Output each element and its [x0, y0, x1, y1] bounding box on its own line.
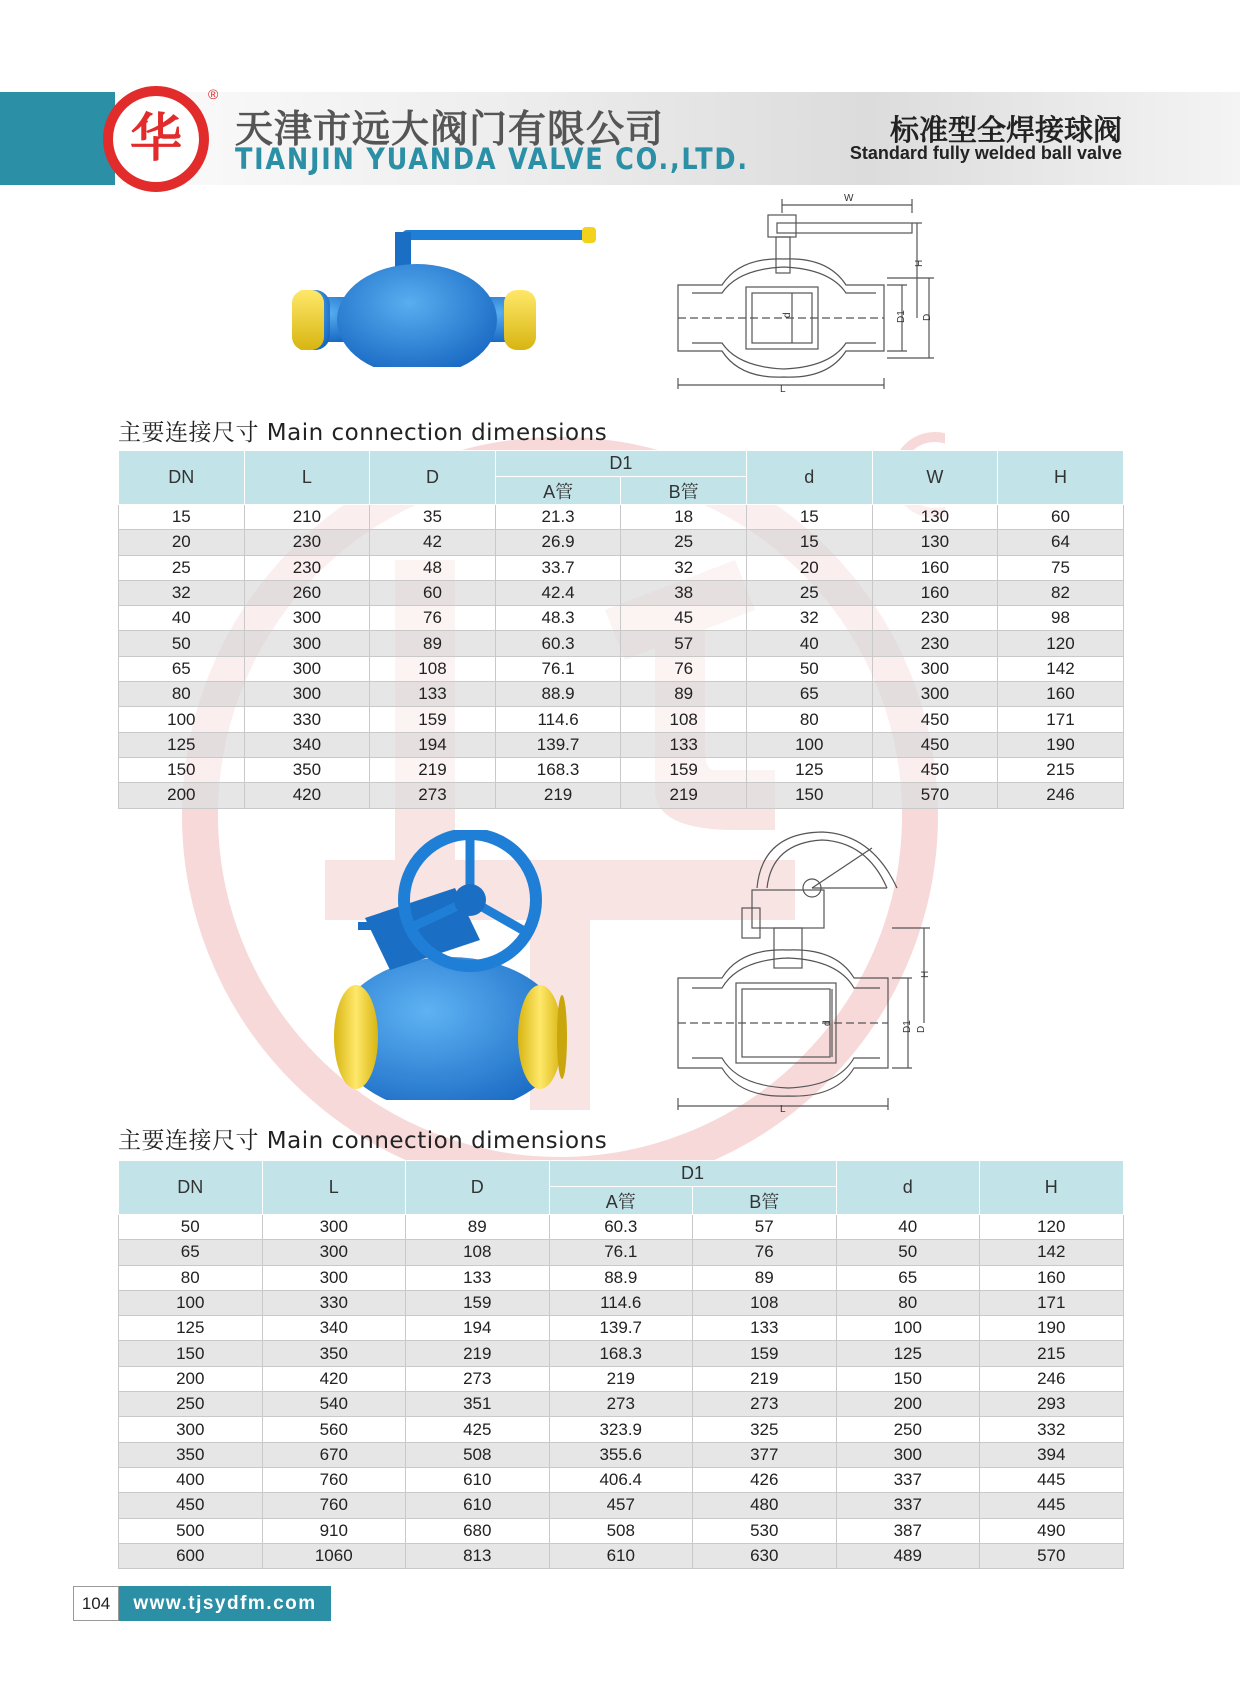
weld-end-left: [334, 985, 378, 1089]
table-cell: 171: [998, 707, 1124, 732]
col-header-d: d: [836, 1161, 980, 1215]
table-cell: 250: [836, 1417, 980, 1442]
table-cell: 406.4: [549, 1467, 693, 1492]
table-cell: 80: [746, 707, 872, 732]
table-cell: 133: [621, 732, 747, 757]
table-row: [119, 1518, 1124, 1543]
table-row: [119, 707, 1240, 732]
table-cell: 108: [406, 1240, 550, 1265]
table-cell: 160: [872, 555, 998, 580]
table-cell: 25: [119, 555, 245, 580]
col-header-d1: D1: [495, 451, 746, 477]
table-cell: 42: [370, 530, 496, 555]
table-cell: 387: [836, 1518, 980, 1543]
table-cell: 680: [406, 1518, 550, 1543]
table-cell: 40: [119, 606, 245, 631]
table-cell: 57: [693, 1215, 837, 1240]
table-cell: 480: [693, 1493, 837, 1518]
table-cell: 32: [119, 580, 245, 605]
table-cell: 190: [980, 1316, 1124, 1341]
table-cell: 42.4: [495, 580, 621, 605]
table-cell: 570: [980, 1543, 1124, 1568]
table-cell: 76: [621, 656, 747, 681]
table-cell: 230: [872, 606, 998, 631]
table-cell: 377: [693, 1442, 837, 1467]
table-cell: 57: [621, 631, 747, 656]
table-row: [119, 757, 1240, 782]
table-cell: 420: [244, 783, 370, 808]
table-cell: 133: [406, 1265, 550, 1290]
table-cell: 219: [693, 1366, 837, 1391]
table-cell: 325: [693, 1417, 837, 1442]
company-name-en: TIANJIN YUANDA VALVE CO.,LTD.: [235, 142, 749, 176]
table-cell: 89: [370, 631, 496, 656]
table-cell: 337: [836, 1493, 980, 1518]
table-cell: 350: [262, 1341, 406, 1366]
table-cell: 450: [872, 707, 998, 732]
table-cell: 33.7: [495, 555, 621, 580]
table-cell: 108: [693, 1290, 837, 1315]
table-cell: 139.7: [495, 732, 621, 757]
logo-glyph: 华: [129, 109, 182, 169]
table-cell: 340: [244, 732, 370, 757]
website-url[interactable]: www.tjsydfm.com: [119, 1586, 331, 1621]
table-cell: 246: [998, 783, 1124, 808]
table-cell: 813: [406, 1543, 550, 1568]
table-cell: 190: [998, 732, 1124, 757]
table-cell: 300: [262, 1240, 406, 1265]
table-cell: 120: [998, 631, 1124, 656]
table-cell: 610: [406, 1467, 550, 1492]
table-cell: 508: [406, 1442, 550, 1467]
table-row: [119, 606, 1240, 631]
table-cell: 20: [746, 555, 872, 580]
table-cell: 1060: [262, 1543, 406, 1568]
table-cell: 60.3: [495, 631, 621, 656]
table-cell: 76: [693, 1240, 837, 1265]
table-cell: 114.6: [549, 1290, 693, 1315]
weld-end-right: [504, 290, 536, 350]
table-cell: 89: [406, 1215, 550, 1240]
col-header-h: H: [998, 451, 1124, 505]
table-cell: 610: [549, 1543, 693, 1568]
table-cell: 45: [621, 606, 747, 631]
weld-end-right: [518, 985, 562, 1089]
table-cell: 100: [119, 1290, 263, 1315]
col-header-d: d: [746, 451, 872, 505]
table-cell: 215: [980, 1341, 1124, 1366]
table-row: [119, 1467, 1124, 1492]
table-cell: 168.3: [495, 757, 621, 782]
table-cell: 450: [872, 732, 998, 757]
table-cell: 215: [998, 757, 1124, 782]
table-cell: 76.1: [495, 656, 621, 681]
dim-label-d1: D1: [896, 310, 907, 323]
table-cell: 160: [980, 1265, 1124, 1290]
table-cell: 760: [262, 1493, 406, 1518]
table-cell: 300: [244, 656, 370, 681]
table-cell: 760: [262, 1467, 406, 1492]
table-cell: 200: [836, 1392, 980, 1417]
table-cell: 332: [980, 1417, 1124, 1442]
table-cell: 250: [119, 1392, 263, 1417]
table-cell: 15: [746, 505, 872, 530]
table-cell: 125: [119, 732, 245, 757]
table-cell: 133: [693, 1316, 837, 1341]
table-cell: 610: [406, 1493, 550, 1518]
table-cell: 489: [836, 1543, 980, 1568]
table-cell: 300: [244, 606, 370, 631]
col-header-d-outer: D: [406, 1161, 550, 1215]
table-cell: 32: [746, 606, 872, 631]
table-cell: 65: [119, 1240, 263, 1265]
table-cell: 330: [244, 707, 370, 732]
table-cell: 230: [244, 555, 370, 580]
table-cell: 600: [119, 1543, 263, 1568]
col-header-a-pipe: A管: [495, 477, 621, 505]
table-cell: 125: [119, 1316, 263, 1341]
table-cell: 219: [621, 783, 747, 808]
table-cell: 35: [370, 505, 496, 530]
table-cell: 219: [549, 1366, 693, 1391]
table-cell: 150: [746, 783, 872, 808]
table-cell: 457: [549, 1493, 693, 1518]
table-cell: 355.6: [549, 1442, 693, 1467]
col-header-a-pipe: A管: [549, 1187, 693, 1215]
table-cell: 108: [370, 656, 496, 681]
table-cell: 48.3: [495, 606, 621, 631]
col-header-w: W: [872, 451, 998, 505]
table-cell: 32: [621, 555, 747, 580]
table-cell: 273: [370, 783, 496, 808]
table-row: [119, 1265, 1124, 1290]
table-cell: 337: [836, 1467, 980, 1492]
table-row: [119, 1290, 1124, 1315]
table-cell: 142: [998, 656, 1124, 681]
table-cell: 25: [621, 530, 747, 555]
lever-valve-photo: [292, 222, 612, 367]
table-cell: 89: [693, 1265, 837, 1290]
table-cell: 40: [746, 631, 872, 656]
lever-handle: [402, 230, 592, 240]
table-cell: 120: [980, 1215, 1124, 1240]
table-cell: 75: [998, 555, 1124, 580]
table-cell: 50: [119, 631, 245, 656]
table-cell: 330: [262, 1290, 406, 1315]
dim-label-d1: D1: [902, 1020, 913, 1033]
table-cell: 40: [836, 1215, 980, 1240]
table-cell: 230: [244, 530, 370, 555]
dim-label-d: d: [822, 1020, 833, 1026]
gear-valve-drawing: [672, 828, 942, 1113]
col-header-h: H: [980, 1161, 1124, 1215]
table-cell: 450: [119, 1493, 263, 1518]
table-cell: 76.1: [549, 1240, 693, 1265]
col-header-l: L: [244, 451, 370, 505]
table-cell: 26.9: [495, 530, 621, 555]
header-accent-bar: [0, 92, 115, 185]
table-cell: 300: [262, 1215, 406, 1240]
table-cell: 38: [621, 580, 747, 605]
table-row: [119, 732, 1240, 757]
table-cell: 420: [262, 1366, 406, 1391]
table-row: [119, 1392, 1124, 1417]
product-title-en: Standard fully welded ball valve: [849, 143, 1122, 163]
table-cell: 160: [872, 580, 998, 605]
table-cell: 114.6: [495, 707, 621, 732]
table-cell: 194: [370, 732, 496, 757]
table-cell: 65: [836, 1265, 980, 1290]
table-cell: 210: [244, 505, 370, 530]
dim-label-d-outer: D: [916, 1025, 927, 1033]
table-cell: 230: [872, 631, 998, 656]
section-title: 主要连接尺寸 Main connection dimensions: [118, 1128, 608, 1154]
valve-body: [337, 264, 497, 367]
col-header-dn: DN: [119, 451, 245, 505]
table-cell: 219: [370, 757, 496, 782]
table-cell: 108: [621, 707, 747, 732]
table-cell: 560: [262, 1417, 406, 1442]
table-cell: 351: [406, 1392, 550, 1417]
col-header-dn: DN: [119, 1161, 263, 1215]
table-row: [119, 1493, 1124, 1518]
table-cell: 530: [693, 1518, 837, 1543]
table-cell: 100: [836, 1316, 980, 1341]
table-cell: 50: [119, 1215, 263, 1240]
table-cell: 350: [119, 1442, 263, 1467]
table-cell: 540: [262, 1392, 406, 1417]
table-cell: 300: [119, 1417, 263, 1442]
table-cell: 150: [119, 1341, 263, 1366]
table-cell: 100: [119, 707, 245, 732]
table-cell: 88.9: [549, 1265, 693, 1290]
dimensions-table-lever: [118, 450, 1240, 809]
dimensions-table-gear: [118, 1160, 1124, 1569]
product-title-cn: 标准型全焊接球阀: [889, 113, 1122, 147]
table-row: [119, 631, 1240, 656]
table-cell: 89: [621, 682, 747, 707]
table-row: [119, 1215, 1124, 1240]
table-cell: 160: [998, 682, 1124, 707]
table-cell: 194: [406, 1316, 550, 1341]
table-row: [119, 1543, 1124, 1568]
table-cell: 130: [872, 505, 998, 530]
table-row: [119, 1341, 1124, 1366]
dim-label-w: W: [844, 193, 854, 204]
dim-label-d: d: [782, 312, 793, 318]
table-cell: 219: [495, 783, 621, 808]
table-cell: 300: [836, 1442, 980, 1467]
table-cell: 246: [980, 1366, 1124, 1391]
dim-label-d-outer: D: [922, 313, 933, 321]
col-header-d1: D1: [549, 1161, 836, 1187]
table-cell: 168.3: [549, 1341, 693, 1366]
table-cell: 60.3: [549, 1215, 693, 1240]
table-cell: 100: [746, 732, 872, 757]
table-cell: 670: [262, 1442, 406, 1467]
table-cell: 50: [746, 656, 872, 681]
dim-label-l: L: [780, 384, 786, 393]
table-cell: 171: [980, 1290, 1124, 1315]
table-cell: 450: [872, 757, 998, 782]
table-cell: 133: [370, 682, 496, 707]
table-cell: 15: [119, 505, 245, 530]
table-cell: 445: [980, 1493, 1124, 1518]
table-cell: 200: [119, 1366, 263, 1391]
handle-grip: [582, 227, 596, 243]
table-cell: 630: [693, 1543, 837, 1568]
table-row: [119, 555, 1240, 580]
dim-label-h: H: [914, 259, 925, 267]
section-title: 主要连接尺寸 Main connection dimensions: [118, 420, 608, 446]
table-cell: 60: [998, 505, 1124, 530]
table-cell: 64: [998, 530, 1124, 555]
gear-valve-photo: [330, 830, 600, 1100]
table-cell: 65: [119, 656, 245, 681]
table-cell: 65: [746, 682, 872, 707]
table-cell: 98: [998, 606, 1124, 631]
table-cell: 82: [998, 580, 1124, 605]
col-header-b-pipe: B管: [621, 477, 747, 505]
table-cell: 300: [872, 682, 998, 707]
table-row: [119, 505, 1240, 530]
table-cell: 340: [262, 1316, 406, 1341]
table-row: [119, 1417, 1124, 1442]
table-cell: 80: [119, 682, 245, 707]
table-cell: 18: [621, 505, 747, 530]
table-cell: 200: [119, 783, 245, 808]
table-cell: 293: [980, 1392, 1124, 1417]
table-cell: 159: [406, 1290, 550, 1315]
table-cell: 139.7: [549, 1316, 693, 1341]
table-cell: 260: [244, 580, 370, 605]
col-header-b-pipe: B管: [693, 1187, 837, 1215]
table-row: [119, 682, 1240, 707]
table-cell: 425: [406, 1417, 550, 1442]
table-cell: 219: [406, 1341, 550, 1366]
lever-valve-drawing: [672, 193, 942, 393]
table-row: [119, 1316, 1124, 1341]
company-name-cn: 天津市远大阀门有限公司: [235, 107, 665, 151]
dim-label-l: L: [780, 1104, 786, 1113]
table-cell: 125: [746, 757, 872, 782]
page-number: 104: [73, 1586, 119, 1621]
table-cell: 80: [119, 1265, 263, 1290]
registered-mark: ®: [208, 86, 219, 102]
table-cell: 15: [746, 530, 872, 555]
table-cell: 273: [549, 1392, 693, 1417]
table-cell: 25: [746, 580, 872, 605]
table-cell: 500: [119, 1518, 263, 1543]
table-cell: 273: [693, 1392, 837, 1417]
table-row: [119, 1442, 1124, 1467]
table-cell: 910: [262, 1518, 406, 1543]
table-row: [119, 1240, 1124, 1265]
table-cell: 80: [836, 1290, 980, 1315]
table-cell: 300: [262, 1265, 406, 1290]
table-cell: 150: [119, 757, 245, 782]
table-cell: 300: [872, 656, 998, 681]
table-row: [119, 530, 1240, 555]
table-cell: 350: [244, 757, 370, 782]
table-row: [119, 580, 1240, 605]
col-header-l: L: [262, 1161, 406, 1215]
table-cell: 76: [370, 606, 496, 631]
table-cell: 88.9: [495, 682, 621, 707]
company-logo: [103, 86, 209, 192]
table-cell: 570: [872, 783, 998, 808]
table-cell: 50: [836, 1240, 980, 1265]
col-header-d-outer: D: [370, 451, 496, 505]
dim-label-h: H: [920, 970, 931, 978]
table-cell: 48: [370, 555, 496, 580]
table-cell: 125: [836, 1341, 980, 1366]
table-cell: 300: [244, 631, 370, 656]
table-cell: 508: [549, 1518, 693, 1543]
table-cell: 142: [980, 1240, 1124, 1265]
table-cell: 150: [836, 1366, 980, 1391]
table-cell: 159: [621, 757, 747, 782]
table-cell: 490: [980, 1518, 1124, 1543]
table-row: [119, 1366, 1124, 1391]
table-cell: 60: [370, 580, 496, 605]
table-cell: 21.3: [495, 505, 621, 530]
table-cell: 20: [119, 530, 245, 555]
table-cell: 130: [872, 530, 998, 555]
table-cell: 400: [119, 1467, 263, 1492]
table-row: [119, 783, 1240, 808]
table-row: [119, 656, 1240, 681]
table-cell: 323.9: [549, 1417, 693, 1442]
table-cell: 273: [406, 1366, 550, 1391]
table-cell: 159: [370, 707, 496, 732]
table-cell: 300: [244, 682, 370, 707]
table-cell: 426: [693, 1467, 837, 1492]
table-cell: 445: [980, 1467, 1124, 1492]
table-cell: 159: [693, 1341, 837, 1366]
table-cell: 394: [980, 1442, 1124, 1467]
